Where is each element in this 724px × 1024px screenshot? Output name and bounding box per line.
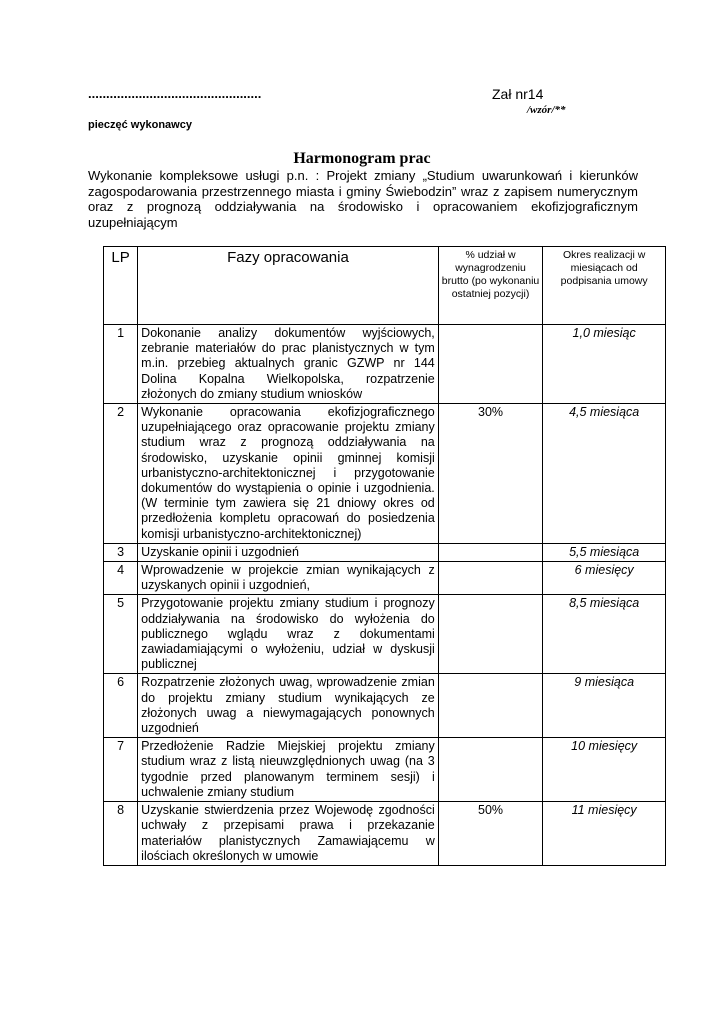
row-description: Uzyskanie stwierdzenia przez Wojewodę zgodności uchwały z przepisami prawa i przekazanie materiałów planistycznych Zamawiającemu w ilościach określonych w umowie <box>138 802 439 866</box>
row-lp: 8 <box>104 802 138 866</box>
row-lp: 4 <box>104 562 138 595</box>
table-row <box>104 738 666 802</box>
row-description: Wprowadzenie w projekcie zmian wynikających z uzyskanych opinii i uzgodnień, <box>138 562 439 595</box>
row-description: Uzyskanie opinii i uzgodnień <box>138 543 439 561</box>
row-lp: 1 <box>104 325 138 404</box>
signature-dotted-line: ................................................ <box>88 86 262 101</box>
row-lp: 5 <box>104 595 138 674</box>
row-share <box>438 674 543 738</box>
row-lp: 7 <box>104 738 138 802</box>
header-period: Okres realizacji w miesiącach od podpisania umowy <box>543 247 666 325</box>
row-share <box>438 738 543 802</box>
table-row <box>104 404 666 544</box>
table-header-row <box>104 247 666 325</box>
row-period: 1,0 miesiąc <box>543 325 666 404</box>
template-label: /wzór/** <box>527 104 566 116</box>
intro-paragraph: Wykonanie kompleksowe usługi p.n. : Projekt zmiany „Studium uwarunkowań i kierunków zagospodarowania przestrzennego miasta i gminy Świebodzin” wraz z zapisem numerycznym oraz z prognozą oddziaływania na środowisko i opracowaniem ekofizjograficznym uzupełniającym <box>88 168 638 230</box>
attachment-number: Zał nr14 <box>492 86 544 102</box>
row-share: 30% <box>438 404 543 544</box>
row-share: 50% <box>438 802 543 866</box>
table-row <box>104 674 666 738</box>
row-lp: 6 <box>104 674 138 738</box>
row-period: 9 miesiąca <box>543 674 666 738</box>
row-lp: 3 <box>104 543 138 561</box>
row-description: Przedłożenie Radzie Miejskiej projektu zmiany studium wraz z listą nieuwzględnionych uwag (na 3 tygodnie przed planowanym terminem sesji) i uchwalenie zmiany studium <box>138 738 439 802</box>
row-share <box>438 562 543 595</box>
table-row <box>104 325 666 404</box>
row-description: Dokonanie analizy dokumentów wyjściowych, zebranie materiałów do prac planistycznych w tym m.in. przebieg aktualnych granic GZWP nr 144 Dolina Kopalna Wielkopolska, rozpatrzenie złożonych do zmiany studium wniosków <box>138 325 439 404</box>
header-lp: LP <box>104 247 138 325</box>
header-share: % udział w wynagrodzeniu brutto (po wykonaniu ostatniej pozycji) <box>438 247 543 325</box>
row-share <box>438 325 543 404</box>
row-period: 8,5 miesiąca <box>543 595 666 674</box>
schedule-table <box>103 246 666 866</box>
row-period: 5,5 miesiąca <box>543 543 666 561</box>
table-row <box>104 562 666 595</box>
row-description: Rozpatrzenie złożonych uwag, wprowadzenie zmian do projektu zmiany studium wynikających ze złożonych uwag a niewymagających ponownych uzgodnień <box>138 674 439 738</box>
row-period: 11 miesięcy <box>543 802 666 866</box>
table-row <box>104 802 666 866</box>
table-row <box>104 595 666 674</box>
contractor-stamp-label: pieczęć wykonawcy <box>88 119 192 131</box>
row-period: 10 miesięcy <box>543 738 666 802</box>
document-title: Harmonogram prac <box>293 150 431 167</box>
row-period: 4,5 miesiąca <box>543 404 666 544</box>
row-period: 6 miesięcy <box>543 562 666 595</box>
row-description: Przygotowanie projektu zmiany studium i prognozy oddziaływania na środowisko do wyłożenia do publicznego wglądu wraz z dokumentami zawiadamiającymi o wyłożeniu, udział w dyskusji publicznej <box>138 595 439 674</box>
table-row <box>104 543 666 561</box>
row-share <box>438 543 543 561</box>
row-share <box>438 595 543 674</box>
row-lp: 2 <box>104 404 138 544</box>
row-description: Wykonanie opracowania ekofizjograficznego uzupełniającego oraz opracowanie projektu zmiany studium wraz z prognozą oddziaływania na środowisko, uzyskanie opinii gminnej komisji urbanistyczno-architektonicznej i przygotowanie dokumentów do wystąpienia o opinie i uzgodnienia. (W terminie tym zawiera się 21 dniowy okres od przedłożenia kompletu opracowań do posiedzenia komisji urbanistyczno-architektonicznej) <box>138 404 439 544</box>
header-phase: Fazy opracowania <box>138 247 439 325</box>
